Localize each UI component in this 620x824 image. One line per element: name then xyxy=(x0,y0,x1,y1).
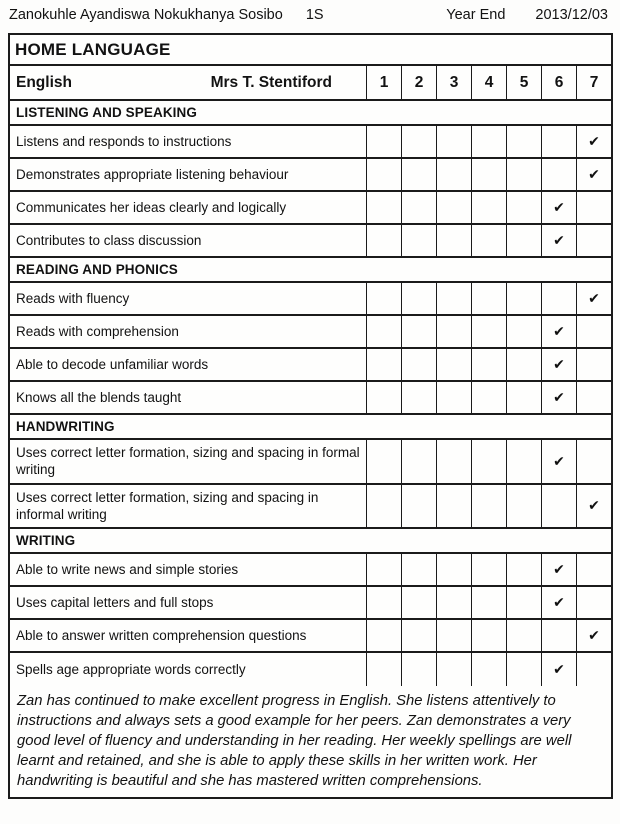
rating-cell-5 xyxy=(506,653,541,686)
check-icon: ✔ xyxy=(553,452,565,469)
rating-cell-4 xyxy=(471,192,506,223)
assessment-row xyxy=(10,225,611,258)
rating-cell-6 xyxy=(541,316,576,347)
rating-scale-2: 2 xyxy=(401,66,436,99)
rating-cell-2 xyxy=(401,587,436,618)
rating-cell-4 xyxy=(471,620,506,651)
rating-cell-6 xyxy=(541,620,576,651)
rating-cell-3 xyxy=(436,587,471,618)
rating-cell-5 xyxy=(506,283,541,314)
rating-cell-6 xyxy=(541,485,576,528)
rating-cell-5 xyxy=(506,349,541,380)
rating-cell-6 xyxy=(541,283,576,314)
subject-row xyxy=(10,66,611,101)
assessment-item-label: Able to answer written comprehension questions xyxy=(16,627,307,643)
check-icon: ✔ xyxy=(553,661,565,678)
rating-cell-3 xyxy=(436,382,471,413)
rating-scale-4: 4 xyxy=(471,66,506,99)
rating-cell-5 xyxy=(506,440,541,483)
rating-cell-1 xyxy=(366,587,401,618)
rating-cell-2 xyxy=(401,620,436,651)
check-icon: ✔ xyxy=(553,356,565,372)
home-language-table xyxy=(8,33,613,799)
rating-cell-3 xyxy=(436,554,471,585)
assessment-item-label: Demonstrates appropriate listening behaviour xyxy=(16,166,289,182)
assessment-row xyxy=(10,126,611,159)
rating-cell-6 xyxy=(541,382,576,413)
check-icon: ✔ xyxy=(553,389,565,405)
assessment-item-label: Uses correct letter formation, sizing and spacing in informal writing xyxy=(16,489,319,522)
rating-cell-3 xyxy=(436,225,471,256)
assessment-item-label: Able to decode unfamiliar words xyxy=(16,356,209,372)
check-icon: ✔ xyxy=(553,594,565,611)
rating-cell-2 xyxy=(401,653,436,686)
subject-name: English xyxy=(16,73,72,91)
assessment-row xyxy=(10,192,611,225)
rating-cell-4 xyxy=(471,554,506,585)
assessment-row xyxy=(10,283,611,316)
report-header xyxy=(8,4,613,33)
assessment-item-label: Able to write news and simple stories xyxy=(16,561,239,577)
rating-cell-7 xyxy=(576,283,611,314)
rating-cell-5 xyxy=(506,620,541,651)
rating-cell-2 xyxy=(401,382,436,413)
rating-scale-7: 7 xyxy=(576,66,611,99)
rating-cell-6 xyxy=(541,159,576,190)
rating-cell-1 xyxy=(366,382,401,413)
rating-cell-3 xyxy=(436,283,471,314)
rating-cell-7 xyxy=(576,316,611,347)
rating-cell-1 xyxy=(366,126,401,157)
rating-scale-3: 3 xyxy=(436,66,471,99)
rating-cell-5 xyxy=(506,382,541,413)
check-icon: ✔ xyxy=(553,199,565,215)
assessment-item-label: Reads with fluency xyxy=(16,290,130,306)
rating-cell-5 xyxy=(506,126,541,157)
assessment-row xyxy=(10,587,611,620)
report-date: 2013/12/03 xyxy=(535,7,608,23)
check-icon: ✔ xyxy=(553,323,565,339)
rating-cell-3 xyxy=(436,159,471,190)
table-title: HOME LANGUAGE xyxy=(15,39,171,59)
rating-cell-2 xyxy=(401,126,436,157)
rating-cell-2 xyxy=(401,316,436,347)
assessment-row xyxy=(10,382,611,415)
assessment-item-label: Reads with comprehension xyxy=(16,323,179,339)
assessment-row xyxy=(10,554,611,587)
rating-cell-7 xyxy=(576,587,611,618)
rating-cell-4 xyxy=(471,653,506,686)
rating-cell-1 xyxy=(366,485,401,528)
rating-cell-3 xyxy=(436,349,471,380)
assessment-row xyxy=(10,159,611,192)
rating-cell-2 xyxy=(401,283,436,314)
assessment-item-label: Listens and responds to instructions xyxy=(16,133,232,149)
rating-cell-5 xyxy=(506,316,541,347)
assessment-item-label: Knows all the blends taught xyxy=(16,389,182,405)
rating-cell-1 xyxy=(366,192,401,223)
rating-cell-5 xyxy=(506,587,541,618)
rating-cell-2 xyxy=(401,485,436,528)
rating-cell-4 xyxy=(471,485,506,528)
rating-cell-3 xyxy=(436,440,471,483)
rating-scale-6: 6 xyxy=(541,66,576,99)
rating-cell-7 xyxy=(576,653,611,686)
rating-cell-4 xyxy=(471,225,506,256)
subject-cell xyxy=(10,66,366,99)
assessment-row xyxy=(10,349,611,382)
rating-cell-3 xyxy=(436,126,471,157)
rating-scale-1: 1 xyxy=(366,66,401,99)
rating-cell-1 xyxy=(366,349,401,380)
rating-cell-7 xyxy=(576,192,611,223)
rating-cell-7 xyxy=(576,126,611,157)
check-icon: ✔ xyxy=(588,290,600,306)
rating-cell-2 xyxy=(401,440,436,483)
section-header-listening-and-speaking: LISTENING AND SPEAKING xyxy=(10,101,611,126)
rating-cell-7 xyxy=(576,620,611,651)
rating-cell-4 xyxy=(471,126,506,157)
rating-cell-7 xyxy=(576,382,611,413)
rating-cell-7 xyxy=(576,485,611,528)
rating-cell-6 xyxy=(541,653,576,686)
teacher-comment xyxy=(10,686,611,797)
assessment-sections xyxy=(10,101,611,686)
assessment-item-label: Uses capital letters and full stops xyxy=(16,594,214,610)
check-icon: ✔ xyxy=(588,497,600,514)
rating-cell-1 xyxy=(366,620,401,651)
rating-scale-5: 5 xyxy=(506,66,541,99)
rating-cell-6 xyxy=(541,126,576,157)
student-name: Zanokuhle Ayandiswa Nokukhanya Sosibo xyxy=(9,7,283,23)
assessment-row xyxy=(10,316,611,349)
rating-cell-4 xyxy=(471,440,506,483)
rating-cell-6 xyxy=(541,192,576,223)
teacher-comment-text: Zan has continued to make excellent progress in English. She listens attentively to instructions and always sets a good example for her peers. Zan demonstrates a very good level of fluency and understanding in her reading. Her weekly spellings are well learnt and retained, and she is able to apply these skills in her written work. Her handwriting is beautiful and she has mastered written comprehensions. xyxy=(17,693,572,790)
rating-cell-6 xyxy=(541,440,576,483)
rating-cell-4 xyxy=(471,283,506,314)
rating-cell-6 xyxy=(541,349,576,380)
rating-cell-2 xyxy=(401,159,436,190)
rating-cell-6 xyxy=(541,587,576,618)
rating-cell-7 xyxy=(576,554,611,585)
rating-cell-6 xyxy=(541,225,576,256)
assessment-item-label: Contributes to class discussion xyxy=(16,232,202,248)
rating-cell-5 xyxy=(506,159,541,190)
check-icon: ✔ xyxy=(553,561,565,578)
rating-cell-5 xyxy=(506,554,541,585)
rating-cell-3 xyxy=(436,485,471,528)
section-header-writing: WRITING xyxy=(10,529,611,554)
assessment-row xyxy=(10,653,611,686)
rating-cell-2 xyxy=(401,349,436,380)
check-icon: ✔ xyxy=(553,232,565,248)
section-header-handwriting: HANDWRITING xyxy=(10,415,611,440)
check-icon: ✔ xyxy=(588,166,600,182)
rating-cell-4 xyxy=(471,159,506,190)
rating-cell-2 xyxy=(401,554,436,585)
rating-cell-7 xyxy=(576,159,611,190)
rating-cell-3 xyxy=(436,316,471,347)
rating-cell-1 xyxy=(366,554,401,585)
rating-cell-1 xyxy=(366,440,401,483)
rating-cell-1 xyxy=(366,159,401,190)
rating-cell-4 xyxy=(471,316,506,347)
check-icon: ✔ xyxy=(588,133,600,149)
rating-cell-7 xyxy=(576,349,611,380)
check-icon: ✔ xyxy=(588,627,600,644)
rating-cell-6 xyxy=(541,554,576,585)
class-code: 1S xyxy=(305,7,324,23)
rating-cell-7 xyxy=(576,440,611,483)
assessment-row xyxy=(10,440,611,485)
teacher-name: Mrs T. Stentiford xyxy=(210,73,332,91)
rating-cell-3 xyxy=(436,653,471,686)
assessment-item-label: Spells age appropriate words correctly xyxy=(16,661,246,677)
rating-cell-2 xyxy=(401,192,436,223)
rating-cell-3 xyxy=(436,192,471,223)
rating-cell-4 xyxy=(471,587,506,618)
rating-cell-5 xyxy=(506,485,541,528)
rating-cell-4 xyxy=(471,349,506,380)
rating-cell-1 xyxy=(366,653,401,686)
assessment-row xyxy=(10,485,611,530)
rating-cell-1 xyxy=(366,316,401,347)
assessment-item-label: Communicates her ideas clearly and logically xyxy=(16,199,287,215)
rating-cell-4 xyxy=(471,382,506,413)
rating-cell-1 xyxy=(366,283,401,314)
section-header-reading-and-phonics: READING AND PHONICS xyxy=(10,258,611,283)
rating-cell-2 xyxy=(401,225,436,256)
term-label: Year End xyxy=(446,7,506,23)
assessment-item-label: Uses correct letter formation, sizing and spacing in formal writing xyxy=(16,445,360,478)
rating-cell-5 xyxy=(506,192,541,223)
rating-cell-5 xyxy=(506,225,541,256)
table-title-row xyxy=(10,35,611,66)
assessment-row xyxy=(10,620,611,653)
rating-cell-1 xyxy=(366,225,401,256)
rating-cell-3 xyxy=(436,620,471,651)
rating-cell-7 xyxy=(576,225,611,256)
